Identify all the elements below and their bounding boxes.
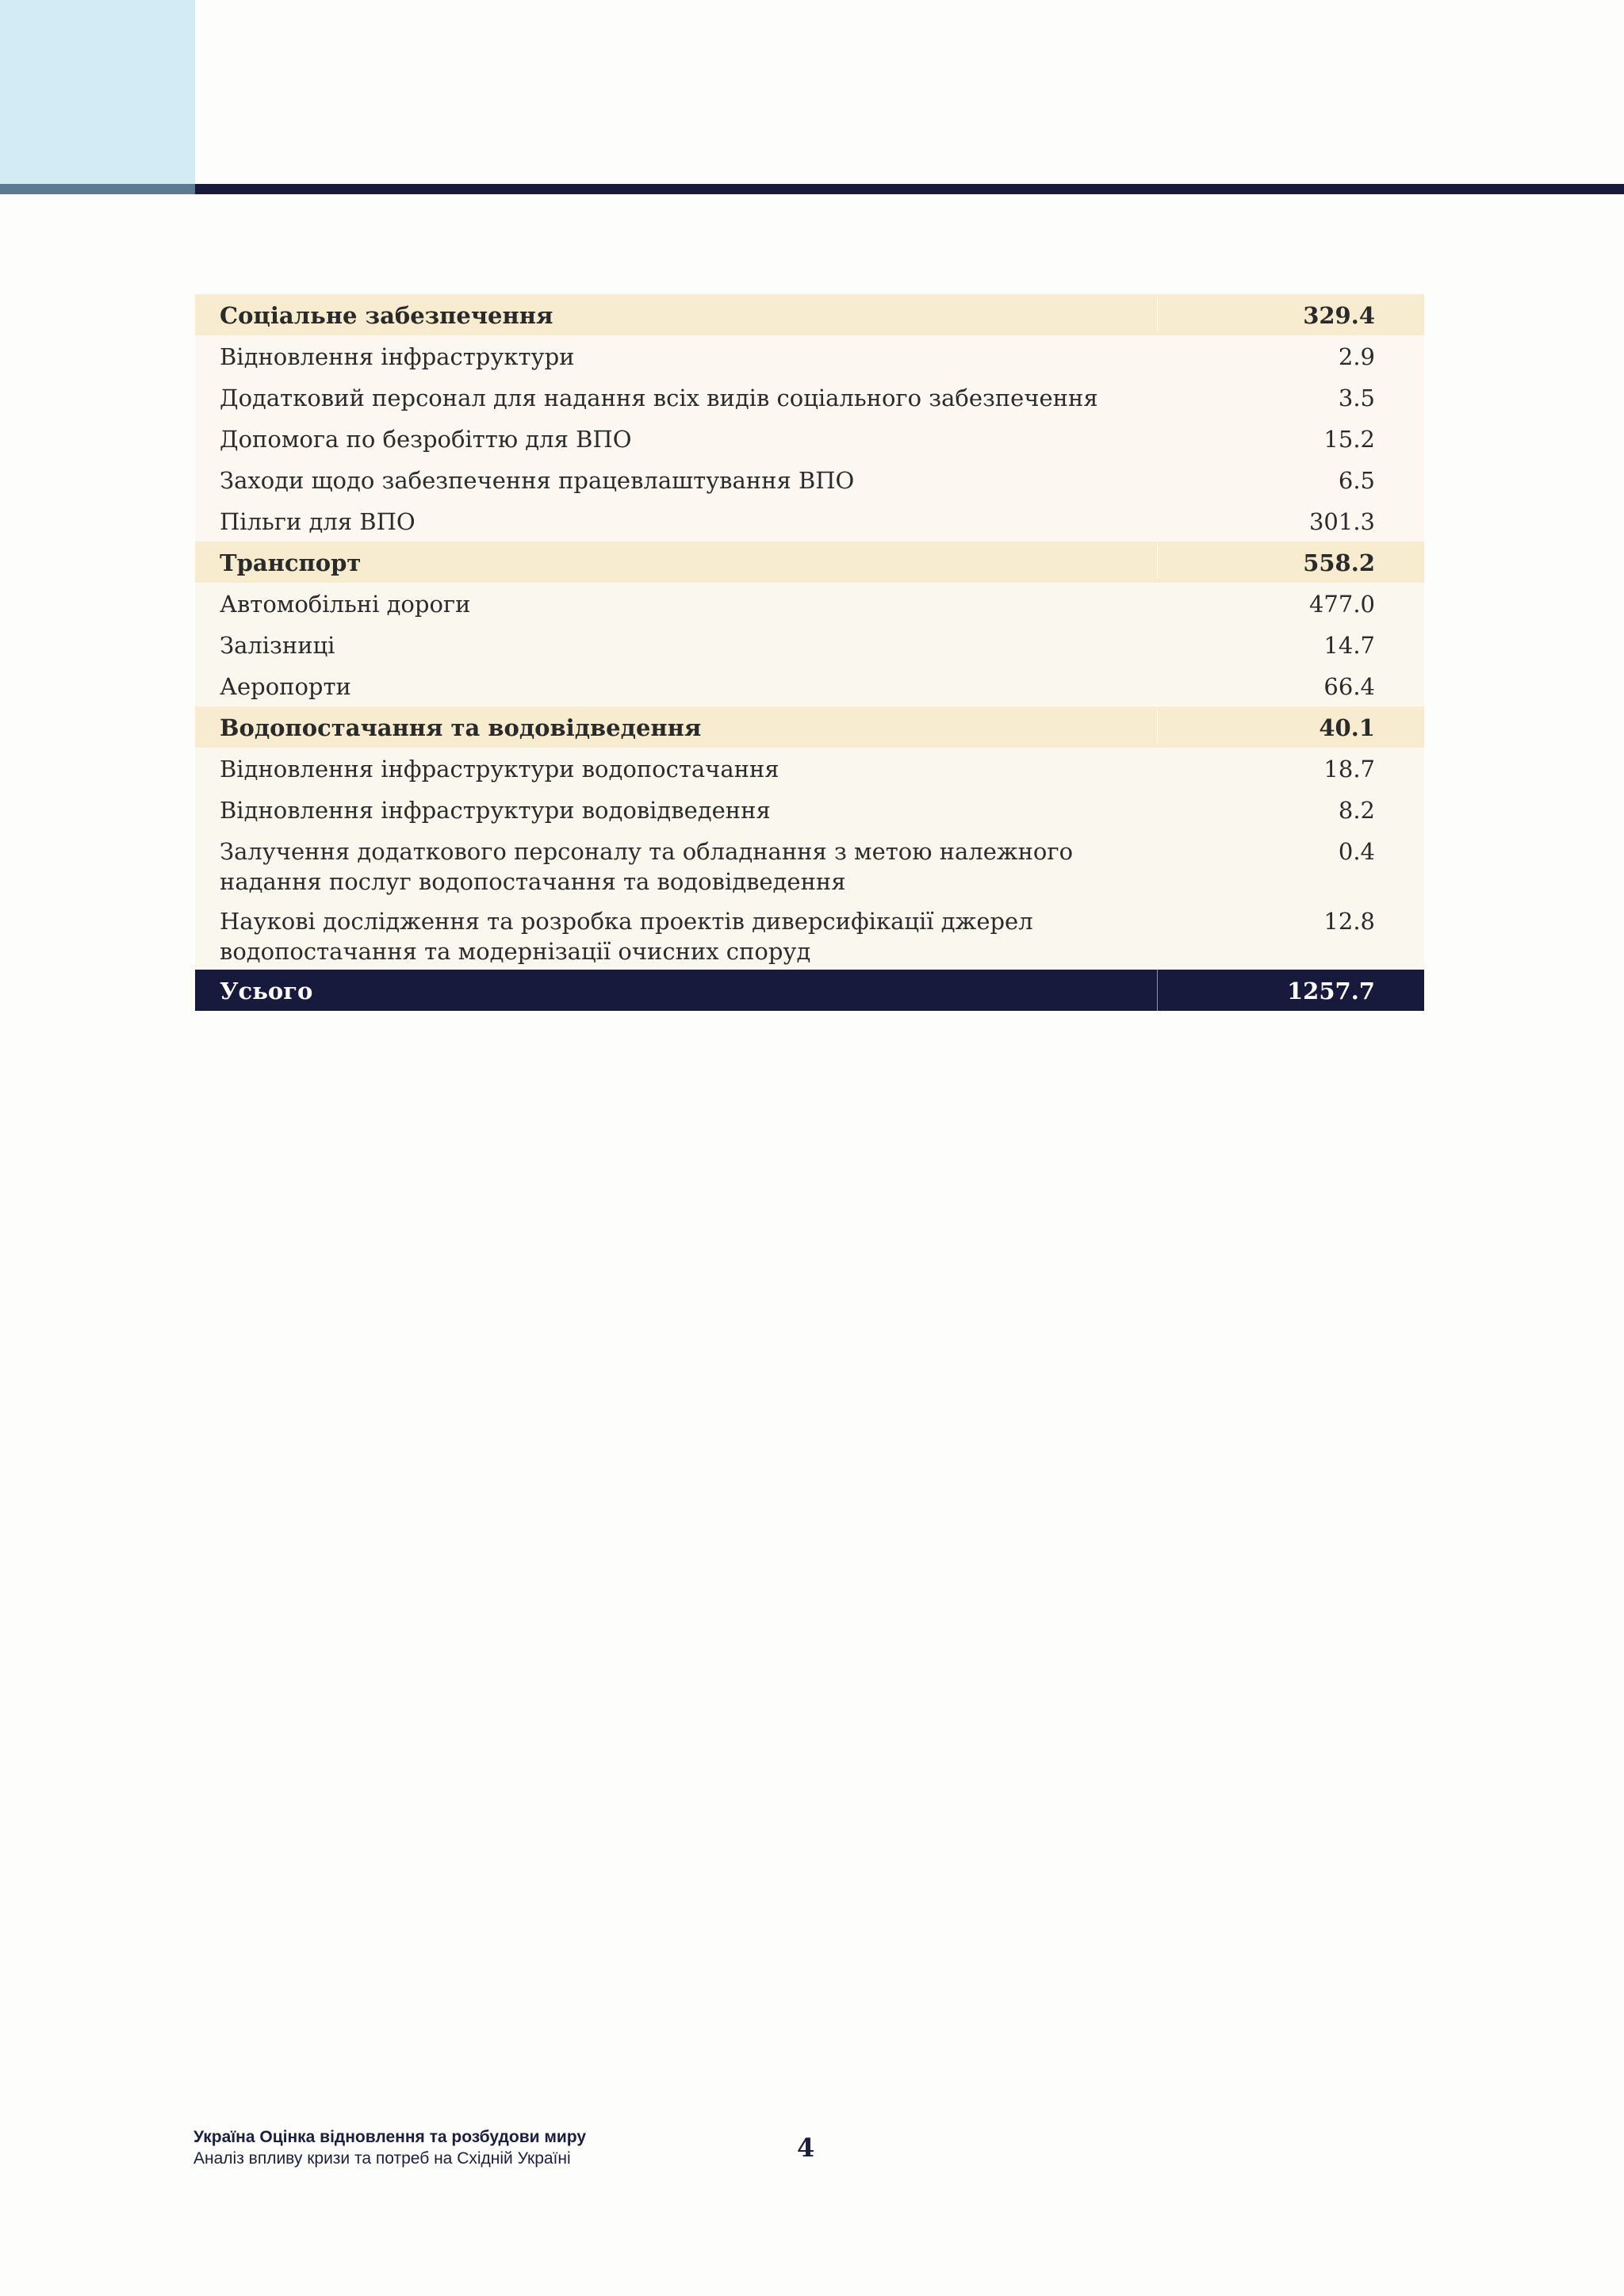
section-transport bbox=[195, 541, 1424, 706]
row-value: 2.9 bbox=[1338, 343, 1375, 370]
row-label: Залучення додаткового персоналу та обладнання з метою належного надання послуг водопостачання та водовідведення bbox=[220, 838, 1074, 895]
footer-subtitle: Аналіз впливу кризи та потреб на Східній Україні bbox=[193, 2149, 571, 2168]
row-value: 12.8 bbox=[1323, 908, 1375, 935]
row-value: 8.2 bbox=[1338, 797, 1375, 824]
section-title: Транспорт bbox=[195, 541, 1158, 578]
table-row bbox=[195, 500, 1424, 541]
page-number: 4 bbox=[797, 2133, 815, 2163]
row-label: Залізниці bbox=[220, 632, 335, 659]
row-label: Пільги для ВПО bbox=[220, 508, 416, 535]
row-label: Відновлення інфраструктури водопостачання bbox=[220, 756, 779, 783]
table-row bbox=[195, 900, 1424, 970]
row-value: 66.4 bbox=[1323, 673, 1375, 700]
table-row bbox=[195, 583, 1424, 624]
row-value: 15.2 bbox=[1323, 426, 1375, 453]
row-label: Автомобільні дороги bbox=[220, 591, 471, 618]
table-row bbox=[195, 377, 1424, 418]
table-row bbox=[195, 459, 1424, 500]
grand-total-label: Усього bbox=[195, 970, 1158, 1011]
table-row bbox=[195, 665, 1424, 706]
section-total: 329.4 bbox=[1303, 302, 1375, 329]
table-row bbox=[195, 830, 1424, 900]
section-header-row bbox=[195, 541, 1424, 583]
grand-total-value: 1257.7 bbox=[1287, 978, 1375, 1004]
grand-total-row bbox=[195, 970, 1424, 1011]
section-title: Соціальне забезпечення bbox=[195, 294, 1158, 331]
row-label: Відновлення інфраструктури водовідведення bbox=[220, 797, 771, 824]
table-row bbox=[195, 789, 1424, 830]
section-header-row bbox=[195, 294, 1424, 335]
row-value: 0.4 bbox=[1338, 838, 1375, 865]
header-color-block bbox=[0, 0, 195, 184]
row-value: 3.5 bbox=[1338, 385, 1375, 411]
section-social bbox=[195, 294, 1424, 541]
table-row bbox=[195, 335, 1424, 377]
section-title: Водопостачання та водовідведення bbox=[195, 706, 1158, 743]
header-rule bbox=[195, 184, 1624, 194]
row-value: 301.3 bbox=[1308, 508, 1375, 535]
row-label: Аеропорти bbox=[220, 673, 351, 700]
section-header-row bbox=[195, 706, 1424, 748]
section-total: 40.1 bbox=[1319, 714, 1375, 741]
row-label: Відновлення інфраструктури bbox=[220, 343, 575, 370]
row-label: Заходи щодо забезпечення працевлаштування ВПО bbox=[220, 467, 855, 494]
section-water bbox=[195, 706, 1424, 970]
cost-table bbox=[195, 294, 1424, 1011]
row-value: 14.7 bbox=[1323, 632, 1375, 659]
header-rule-accent bbox=[0, 184, 195, 194]
row-label: Наукові дослідження та розробка проектів диверсифікації джерел водопостачання та модернізації очисних споруд bbox=[220, 908, 1033, 965]
row-label: Додатковий персонал для надання всіх видів соціального забезпечення bbox=[220, 385, 1098, 411]
row-value: 6.5 bbox=[1338, 467, 1375, 494]
row-value: 477.0 bbox=[1308, 591, 1375, 618]
table-row bbox=[195, 748, 1424, 789]
row-label: Допомога по безробіттю для ВПО bbox=[220, 426, 632, 453]
row-value: 18.7 bbox=[1323, 756, 1375, 783]
table-row bbox=[195, 418, 1424, 459]
table-row bbox=[195, 624, 1424, 665]
footer-title: Україна Оцінка відновлення та розбудови миру bbox=[193, 2128, 587, 2146]
section-total: 558.2 bbox=[1303, 549, 1375, 576]
